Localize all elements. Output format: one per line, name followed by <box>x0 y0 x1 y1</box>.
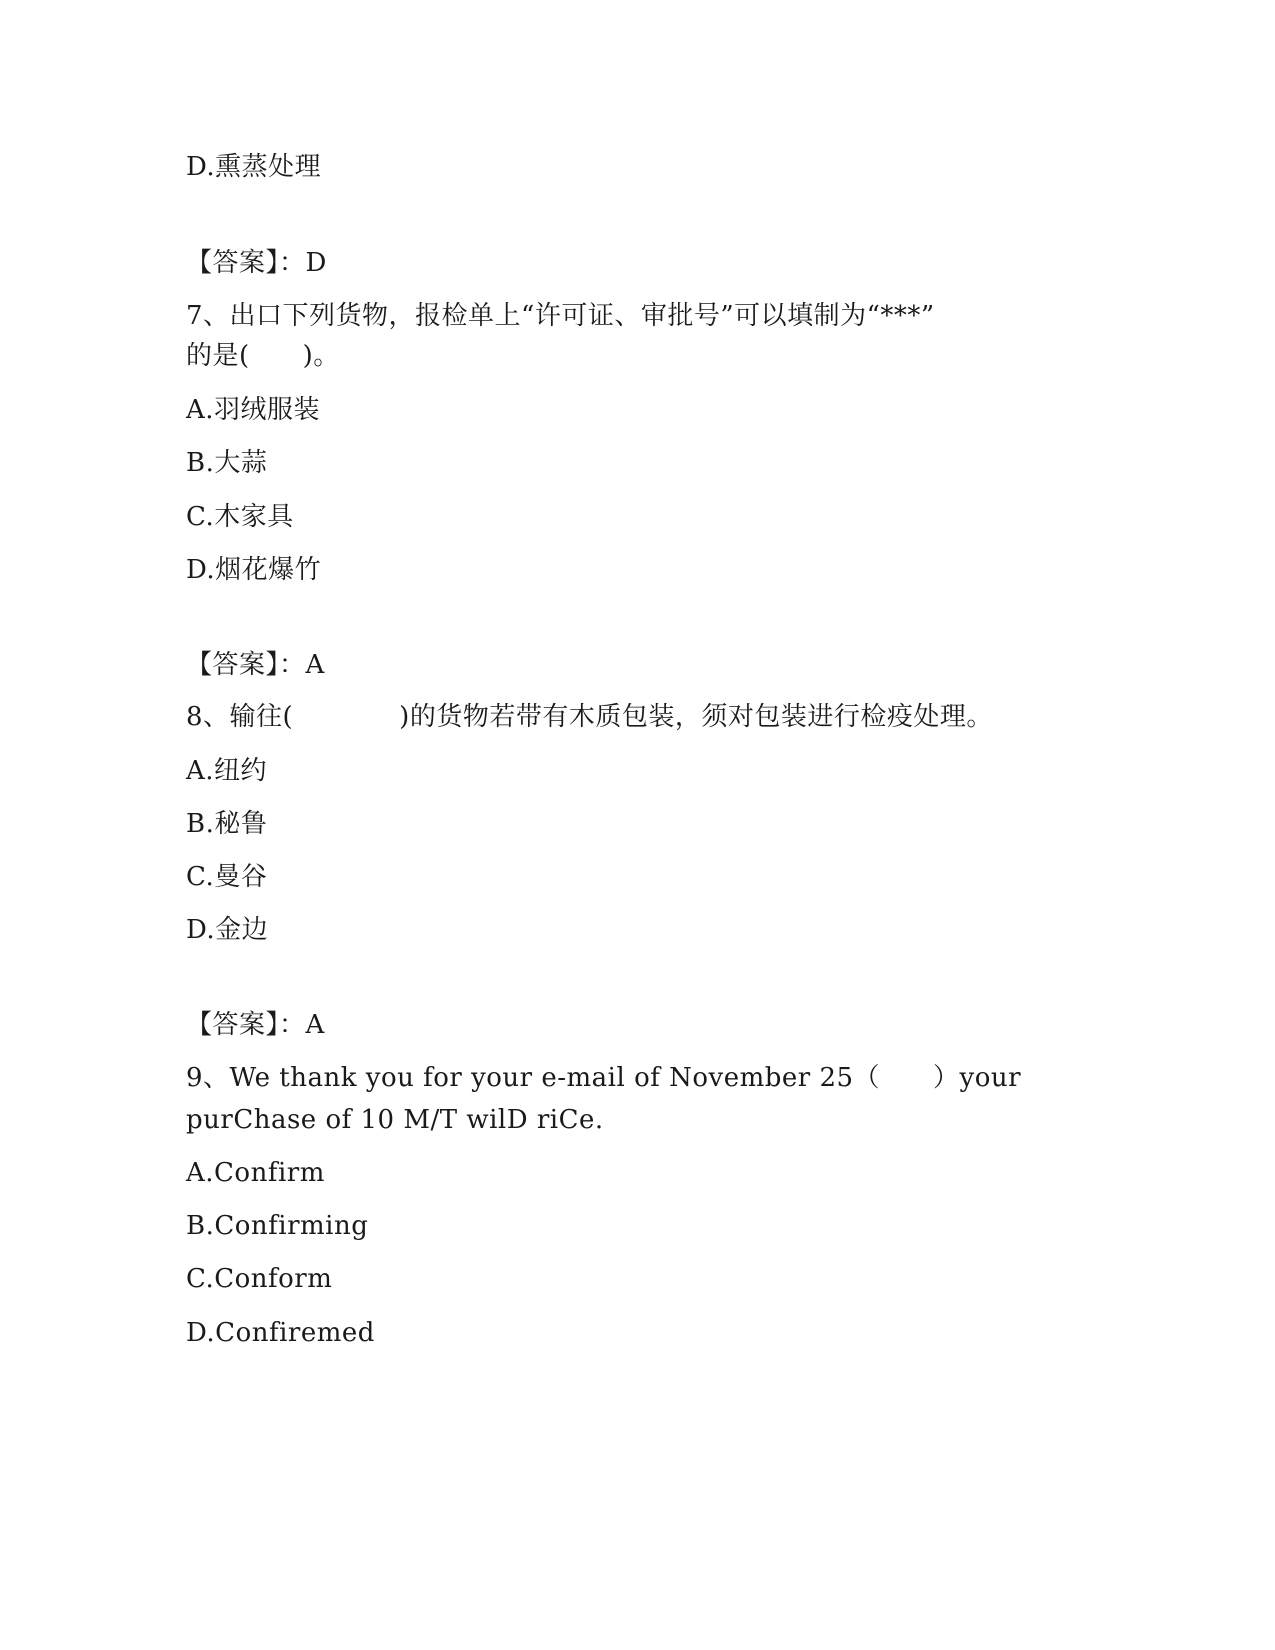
q7-stem-line1: 7、出口下列货物，报检单上“许可证、审批号”可以填制为“***” <box>186 301 935 331</box>
q9-option-d: D.Confiremed <box>186 1318 375 1348</box>
q8-option-a: A.纽约 <box>186 756 268 786</box>
q9-option-c: C.Conform <box>186 1264 333 1294</box>
q8-option-b: B.秘鲁 <box>186 809 268 839</box>
q7-option-b: B.大蒜 <box>186 448 268 478</box>
q7-option-d: D.烟花爆竹 <box>186 555 322 585</box>
q7-stem-line2: 的是( )。 <box>186 341 340 371</box>
q8-answer: 【答案】：A <box>186 1010 325 1040</box>
q9-option-a: A.Confirm <box>186 1158 325 1188</box>
q8-stem: 8、输往( )的货物若带有木质包装，须对包装进行检疫处理。 <box>186 702 993 732</box>
q6-answer: 【答案】：D <box>186 248 327 278</box>
q9-stem-line2: purChase of 10 M/T wilD riCe. <box>186 1105 604 1135</box>
q8-option-c: C.曼谷 <box>186 862 268 892</box>
q7-option-a: A.羽绒服装 <box>186 395 321 425</box>
q7-answer: 【答案】：A <box>186 650 325 680</box>
q9-stem-line1: 9、We thank you for your e-mail of November 25（ ）your <box>186 1063 1022 1093</box>
q8-option-d: D.金边 <box>186 915 269 945</box>
q9-option-b: B.Confirming <box>186 1211 369 1241</box>
q7-option-c: C.木家具 <box>186 502 294 532</box>
q6-option-d: D.熏蒸处理 <box>186 152 322 182</box>
